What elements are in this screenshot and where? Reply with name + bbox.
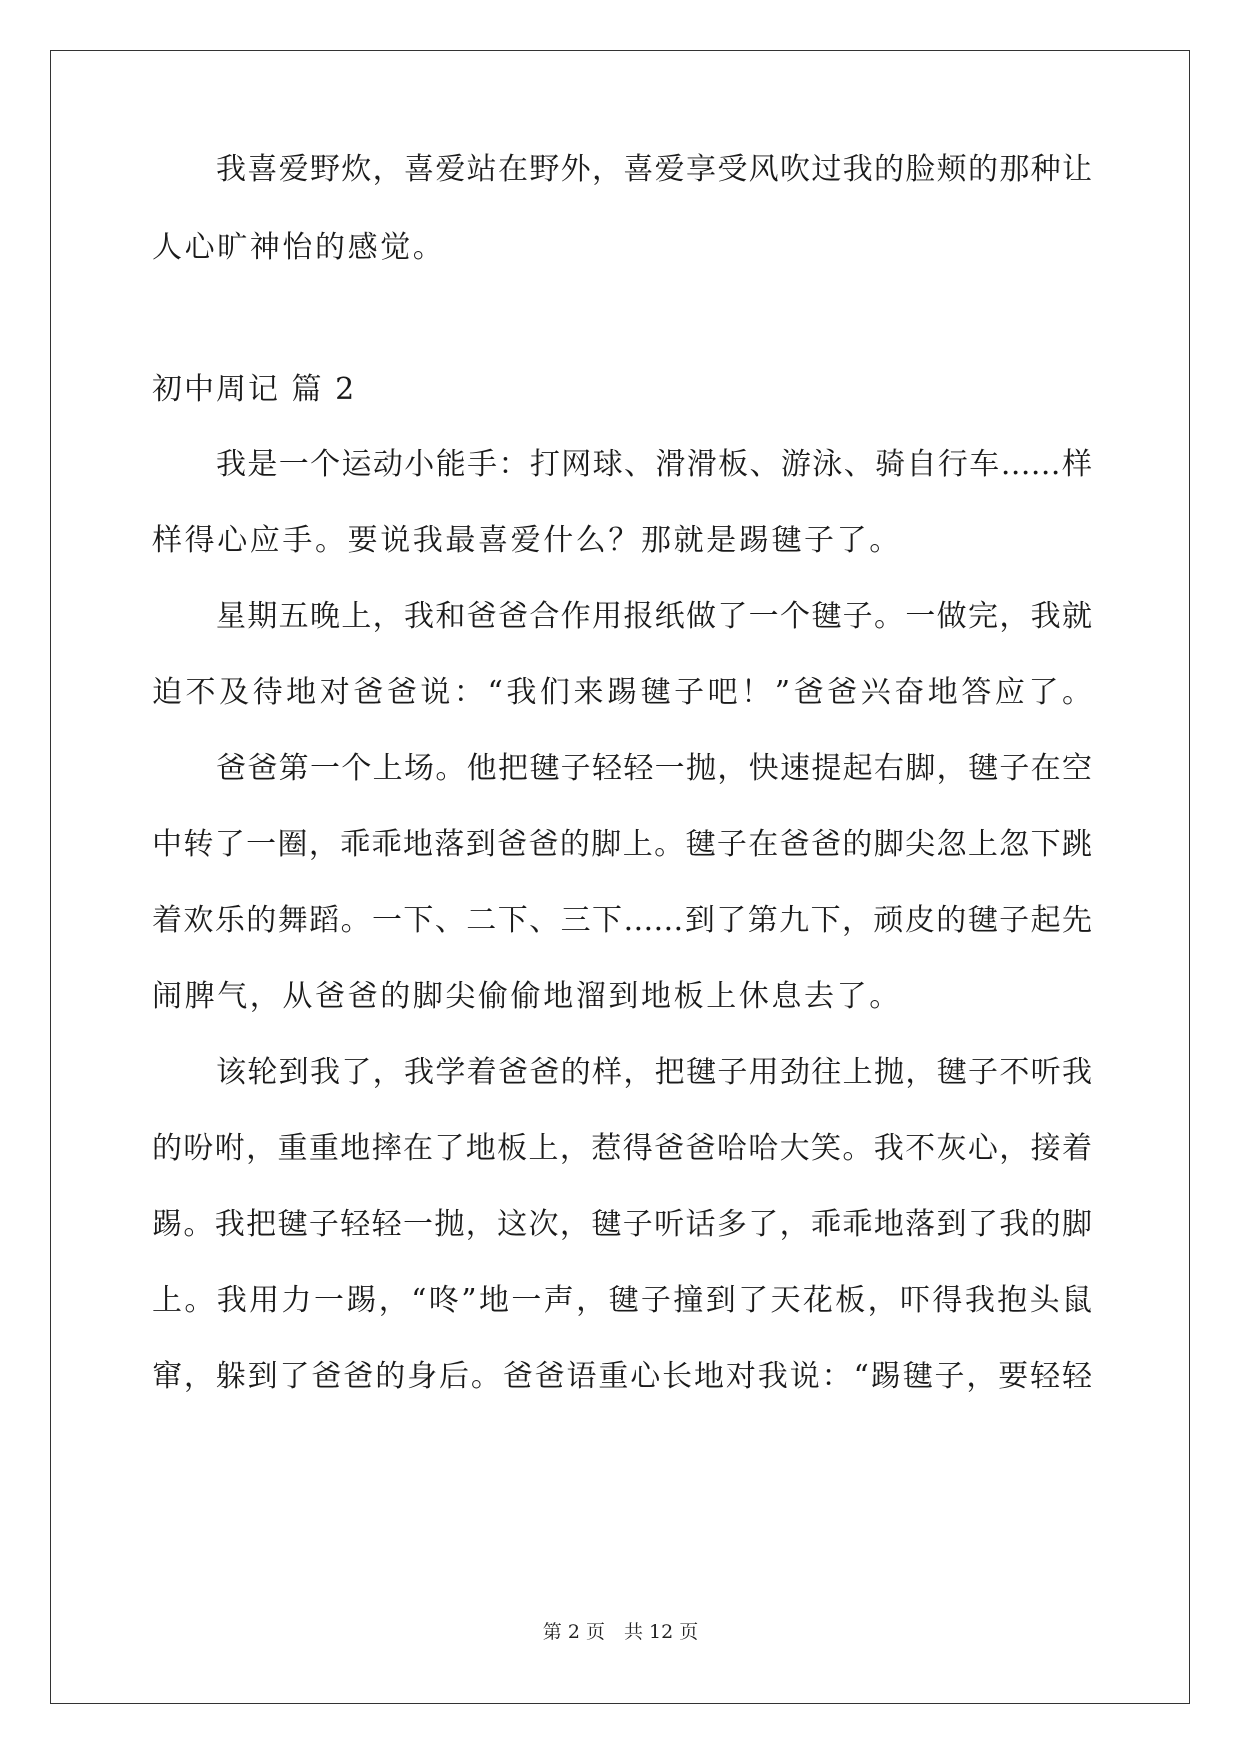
paragraph-line: 爸爸第一个上场。他把毽子轻轻一抛，快速提起右脚，毽子在空 — [216, 751, 1092, 786]
paragraph-line: 星期五晚上，我和爸爸合作用报纸做了一个毽子。一做完，我就 — [216, 599, 1092, 634]
paragraph-line: 的吩咐，重重地摔在了地板上，惹得爸爸哈哈大笑。我不灰心，接着 — [152, 1131, 1092, 1166]
page-border — [50, 50, 1190, 1704]
paragraph-line: 着欢乐的舞蹈。一下、二下、三下……到了第九下，顽皮的毽子起先 — [152, 903, 1092, 938]
paragraph-line: 窜，躲到了爸爸的身后。爸爸语重心长地对我说：“踢毽子，要轻轻 — [152, 1359, 1092, 1394]
paragraph-line: 迫不及待地对爸爸说：“我们来踢毽子吧！”爸爸兴奋地答应了。 — [152, 675, 1092, 710]
paragraph-line: 我喜爱野炊，喜爱站在野外，喜爱享受风吹过我的脸颊的那种让 — [216, 152, 1092, 187]
paragraph-line: 中转了一圈，乖乖地落到爸爸的脚上。毽子在爸爸的脚尖忽上忽下跳 — [152, 827, 1092, 862]
paragraph-line: 我是一个运动小能手：打网球、滑滑板、游泳、骑自行车……样 — [216, 447, 1092, 482]
section-heading: 初中周记 篇 2 — [152, 372, 357, 407]
paragraph-line: 踢。我把毽子轻轻一抛，这次，毽子听话多了，乖乖地落到了我的脚 — [152, 1207, 1092, 1242]
paragraph-line: 该轮到我了，我学着爸爸的样，把毽子用劲往上抛，毽子不听我 — [216, 1055, 1092, 1090]
paragraph-line: 样得心应手。要说我最喜爱什么？那就是踢毽子了。 — [152, 523, 902, 558]
paragraph-line: 上。我用力一踢，“咚”地一声，毽子撞到了天花板，吓得我抱头鼠 — [152, 1283, 1092, 1318]
paragraph-line: 闹脾气，从爸爸的脚尖偷偷地溜到地板上休息去了。 — [152, 979, 902, 1014]
paragraph-line: 人心旷神怡的感觉。 — [152, 230, 446, 265]
page-number-footer: 第 2 页 共 12 页 — [542, 1621, 699, 1643]
